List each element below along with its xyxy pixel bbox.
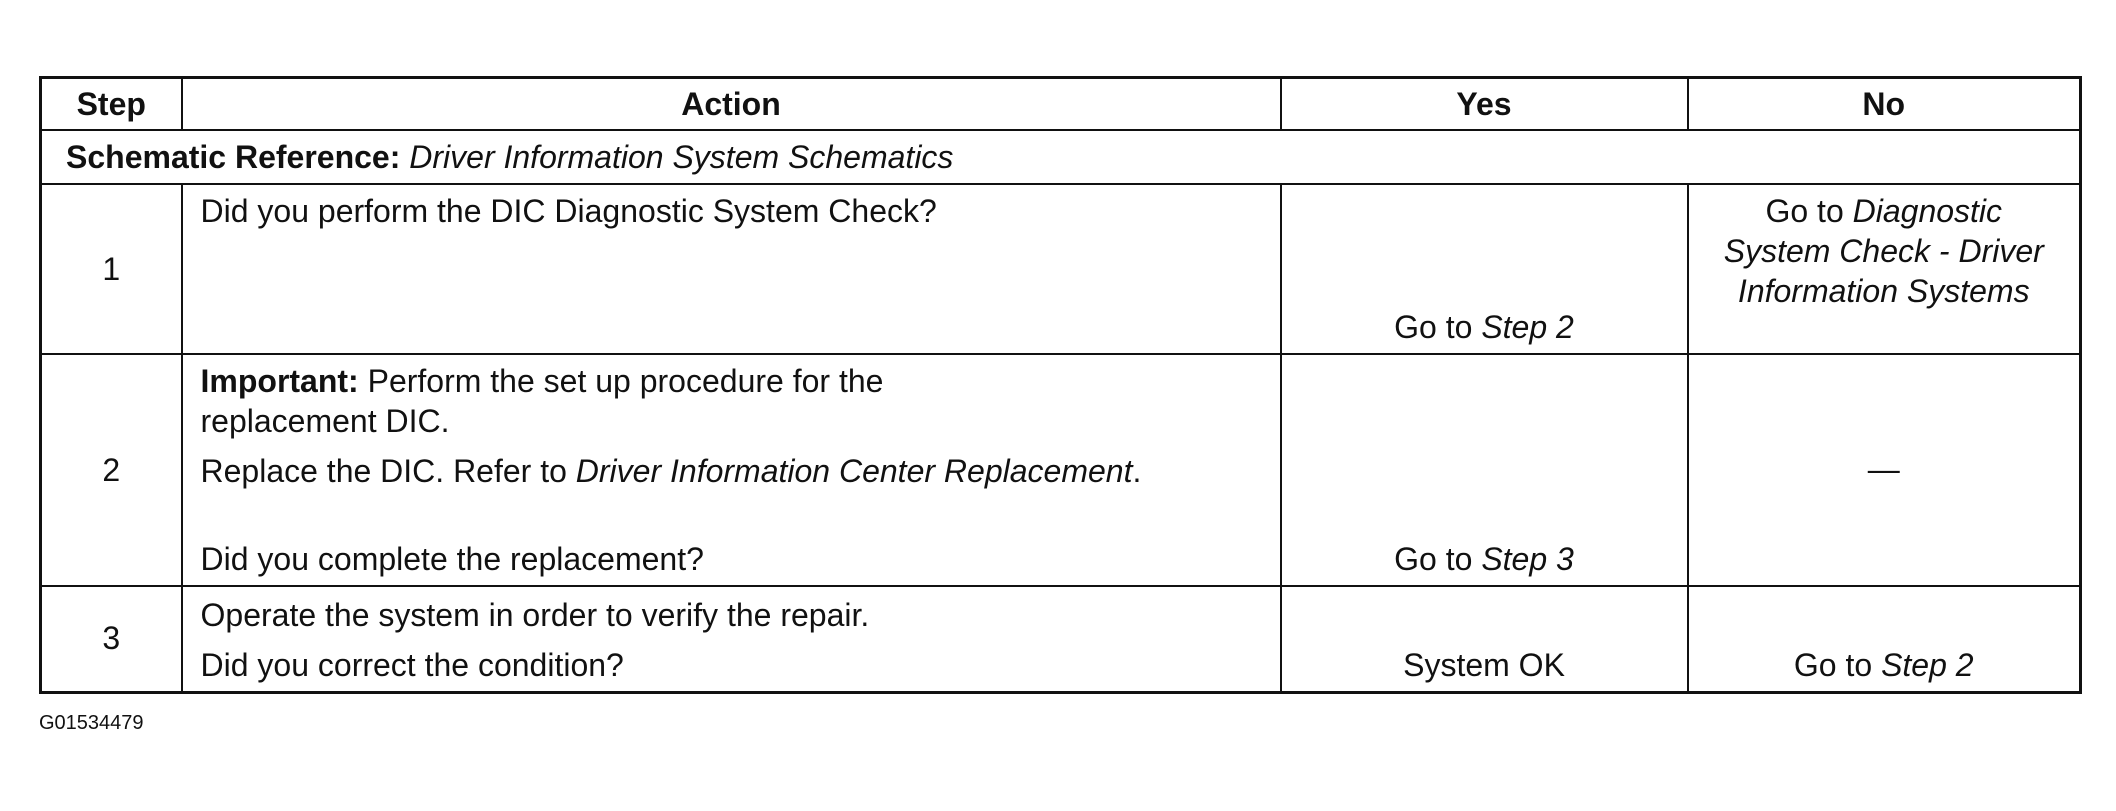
important-note-line1 [201, 363, 1274, 400]
header-no: No [1688, 78, 2081, 131]
table-row [41, 184, 2081, 354]
header-row [41, 78, 2081, 131]
no-ref-line2: System Check - Driver [1723, 233, 2044, 269]
important-text: Perform the set up procedure for the [358, 363, 884, 399]
step-number: 3 [41, 586, 182, 692]
no-ref-line1: Diagnostic [1852, 193, 2003, 229]
yes-instruction [1282, 541, 1687, 578]
schematic-reference [41, 130, 2081, 184]
no-cell [1688, 184, 2081, 354]
action-text: Operate the system in order to verify the repair. [200, 597, 870, 633]
yes-cell [1281, 354, 1688, 586]
action-question: Did you perform the DIC Diagnostic System Check? [200, 193, 937, 229]
step-number: 1 [41, 184, 182, 354]
replace-instruction [201, 453, 1274, 490]
figure-id: G01534479 [39, 712, 144, 734]
important-label: Important: [200, 363, 359, 399]
replace-suffix: . [1132, 453, 1142, 489]
table-row [41, 354, 2081, 586]
replace-prefix: Replace the DIC. Refer to [200, 453, 576, 489]
yes-step-link: Step 3 [1481, 541, 1574, 577]
table-row [41, 586, 2081, 692]
no-prefix: Go to [1793, 647, 1882, 683]
no-ref-line3: Information Systems [1737, 273, 2030, 309]
header-action: Action [182, 78, 1281, 131]
no-prefix: Go to [1765, 193, 1853, 229]
no-instruction [1689, 647, 2080, 684]
yes-prefix: Go to [1394, 541, 1482, 577]
yes-cell [1281, 184, 1688, 354]
no-dash: — [1867, 451, 1900, 487]
no-cell [1688, 354, 2081, 586]
action-cell [182, 586, 1281, 692]
schematic-reference-link: Driver Information System Schematics [409, 138, 954, 175]
schematic-reference-label: Schematic Reference: [66, 138, 401, 175]
action-question: Did you complete the replacement? [200, 541, 704, 577]
no-step-link: Step 2 [1881, 647, 1974, 683]
important-note-line2: replacement DIC. [200, 403, 450, 439]
no-cell [1688, 586, 2081, 692]
yes-step-link: Step 2 [1481, 309, 1574, 345]
header-yes: Yes [1281, 78, 1688, 131]
yes-instruction: System OK [1403, 647, 1565, 683]
schematic-reference-row [41, 130, 2081, 184]
yes-cell [1281, 586, 1688, 692]
yes-prefix: Go to [1394, 309, 1482, 345]
no-instruction [1689, 191, 2080, 311]
action-cell [182, 354, 1281, 586]
replace-reference-link: Driver Information Center Replacement [575, 453, 1133, 489]
yes-instruction [1282, 309, 1687, 346]
header-step: Step [41, 78, 182, 131]
action-question: Did you correct the condition? [200, 647, 624, 683]
step-number: 2 [41, 354, 182, 586]
diagnostic-table [39, 76, 2082, 694]
action-cell [182, 184, 1281, 354]
